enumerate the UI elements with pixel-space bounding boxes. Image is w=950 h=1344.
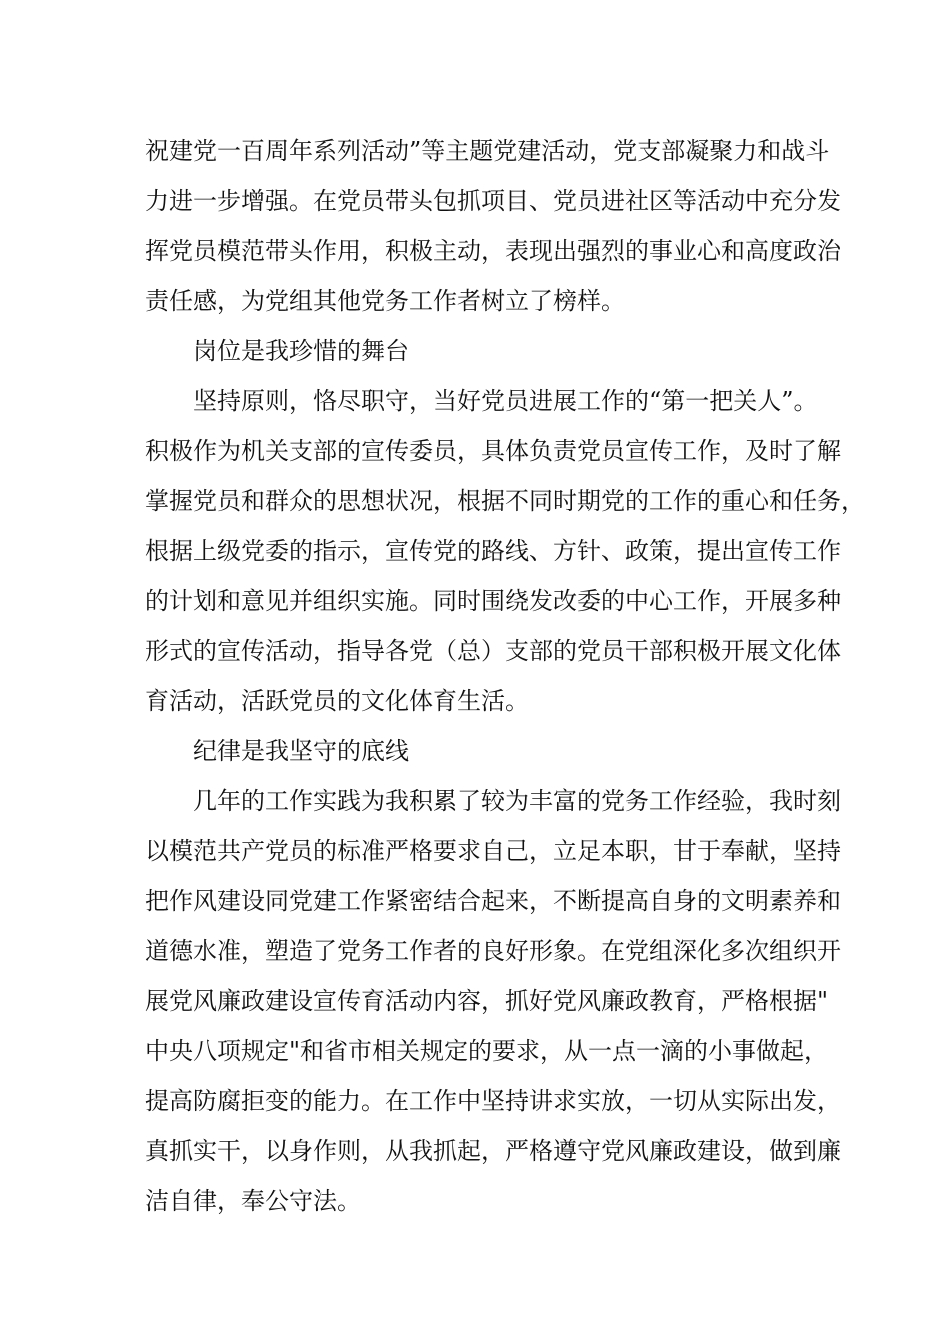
text-line: 责任感，为党组其他党务工作者树立了榜样。 xyxy=(145,287,625,315)
section-heading: 岗位是我珍惜的舞台 xyxy=(193,337,409,365)
text-line: 真抓实干，以身作则，从我抓起，严格遵守党风廉政建设，做到廉 xyxy=(145,1137,841,1165)
section-heading: 纪律是我坚守的底线 xyxy=(193,737,409,765)
text-line: 掌握党员和群众的思想状况，根据不同时期党的工作的重心和任务， xyxy=(145,487,865,515)
text-line: 形式的宣传活动，指导各党（总）支部的党员干部积极开展文化体 xyxy=(145,637,841,665)
text-line: 几年的工作实践为我积累了较为丰富的党务工作经验，我时刻 xyxy=(193,787,841,815)
text-line: 把作风建设同党建工作紧密结合起来，不断提高自身的文明素养和 xyxy=(145,887,841,915)
section-heading-post xyxy=(145,326,830,376)
text-line: 的计划和意见并组织实施。同时围绕发改委的中心工作，开展多种 xyxy=(145,587,841,615)
text-line: 坚持原则，恪尽职守，当好党员进展工作的“第一把关人”。 xyxy=(193,387,818,415)
text-line: 育活动，活跃党员的文化体育生活。 xyxy=(145,687,529,715)
text-line: 挥党员模范带头作用，积极主动，表现出强烈的事业心和高度政治 xyxy=(145,237,841,265)
paragraph-2 xyxy=(145,376,865,726)
text-line: 提高防腐拒变的能力。在工作中坚持讲求实放，一切从实际出发， xyxy=(145,1087,841,1115)
text-line: 洁自律，奉公守法。 xyxy=(145,1187,361,1215)
text-line: 展党风廉政建设宣传育活动内容，抓好党风廉政教育，严格根据" xyxy=(145,987,829,1015)
text-line: 根据上级党委的指示，宣传党的路线、方针、政策，提出宣传工作 xyxy=(145,537,841,565)
text-line: 力进一步增强。在党员带头包抓项目、党员进社区等活动中充分发 xyxy=(145,187,841,215)
paragraph-1 xyxy=(145,126,841,326)
paragraph-3 xyxy=(145,776,841,1226)
text-line: 中央八项规定"和省市相关规定的要求，从一点一滴的小事做起， xyxy=(145,1037,829,1065)
text-line: 以模范共产党员的标准严格要求自己，立足本职，甘于奉献，坚持 xyxy=(145,837,841,865)
section-heading-discipline xyxy=(145,726,830,776)
text-line: 祝建党一百周年系列活动”等主题党建活动，党支部凝聚力和战斗 xyxy=(145,137,830,165)
document-body xyxy=(145,126,865,1226)
text-line: 道德水准，塑造了党务工作者的良好形象。在党组深化多次组织开 xyxy=(145,937,841,965)
text-line: 积极作为机关支部的宣传委员，具体负责党员宣传工作，及时了解 xyxy=(145,437,841,465)
